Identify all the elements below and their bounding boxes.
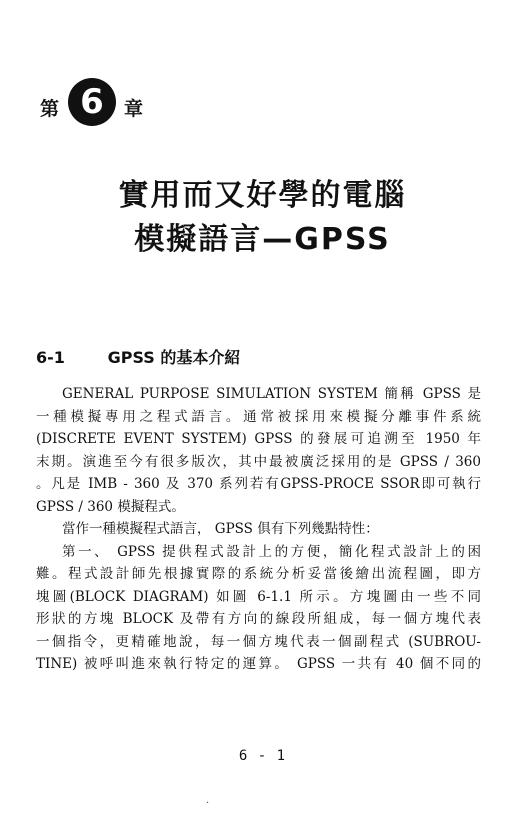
- page-number: 6 - 1: [238, 748, 287, 764]
- chapter-suffix: 章: [124, 98, 144, 120]
- body-line: 一個指令，更精確地說，每一個方塊代表一個副程式 (SUBROU-: [36, 633, 481, 650]
- section-title: GPSS 的基本介紹: [107, 348, 241, 367]
- chapter-title-line-2: 模擬語言—GPSS: [134, 222, 391, 257]
- body-line: GENERAL PURPOSE SIMULATION SYSTEM 簡稱 GPSS 是: [62, 386, 481, 402]
- body-line: 末期。演進至今有很多版次，其中最被廣泛採用的是 GPSS / 360: [36, 453, 481, 470]
- body-line: GPSS / 360 模擬程式。: [36, 498, 185, 515]
- body-line: 一種模擬專用之程式語言。通常被採用來模擬分離事件系統: [36, 408, 481, 425]
- body-line: 第一、 GPSS 提供程式設計上的方便，簡化程式設計上的困: [62, 543, 481, 560]
- body-line: TINE) 被呼叫進來執行特定的運算。 GPSS 一共有 40 個不同的: [36, 656, 481, 672]
- body-line: 當作一種模擬程式語言， GPSS 俱有下列幾點特性：: [62, 521, 379, 537]
- body-line: 難。程式設計師先根據實際的系統分析妥當後繪出流程圖，即方: [36, 566, 481, 582]
- body-line: 塊圖(BLOCK DIAGRAM) 如圖 6-1.1 所示。方塊圖由一些不同: [36, 588, 481, 605]
- chapter-number-badge: 6: [68, 78, 116, 126]
- body-text: [36, 383, 481, 676]
- chapter-prefix: 第: [40, 98, 60, 120]
- body-line: 形狀的方塊 BLOCK 及帶有方向的線段所組成，每一個方塊代表: [36, 611, 481, 627]
- section-heading: [36, 345, 240, 368]
- chapter-title-line-1: 實用而又好學的電腦: [118, 178, 407, 213]
- body-line: 。凡是 IMB - 360 及 370 系列若有GPSS-PROCE SSOR即可執行: [36, 476, 481, 492]
- section-number: 6-1: [36, 348, 65, 367]
- body-line: (DISCRETE EVENT SYSTEM) GPSS 的發展可追溯至 1950 年: [36, 431, 481, 447]
- print-mark: ·: [206, 798, 210, 809]
